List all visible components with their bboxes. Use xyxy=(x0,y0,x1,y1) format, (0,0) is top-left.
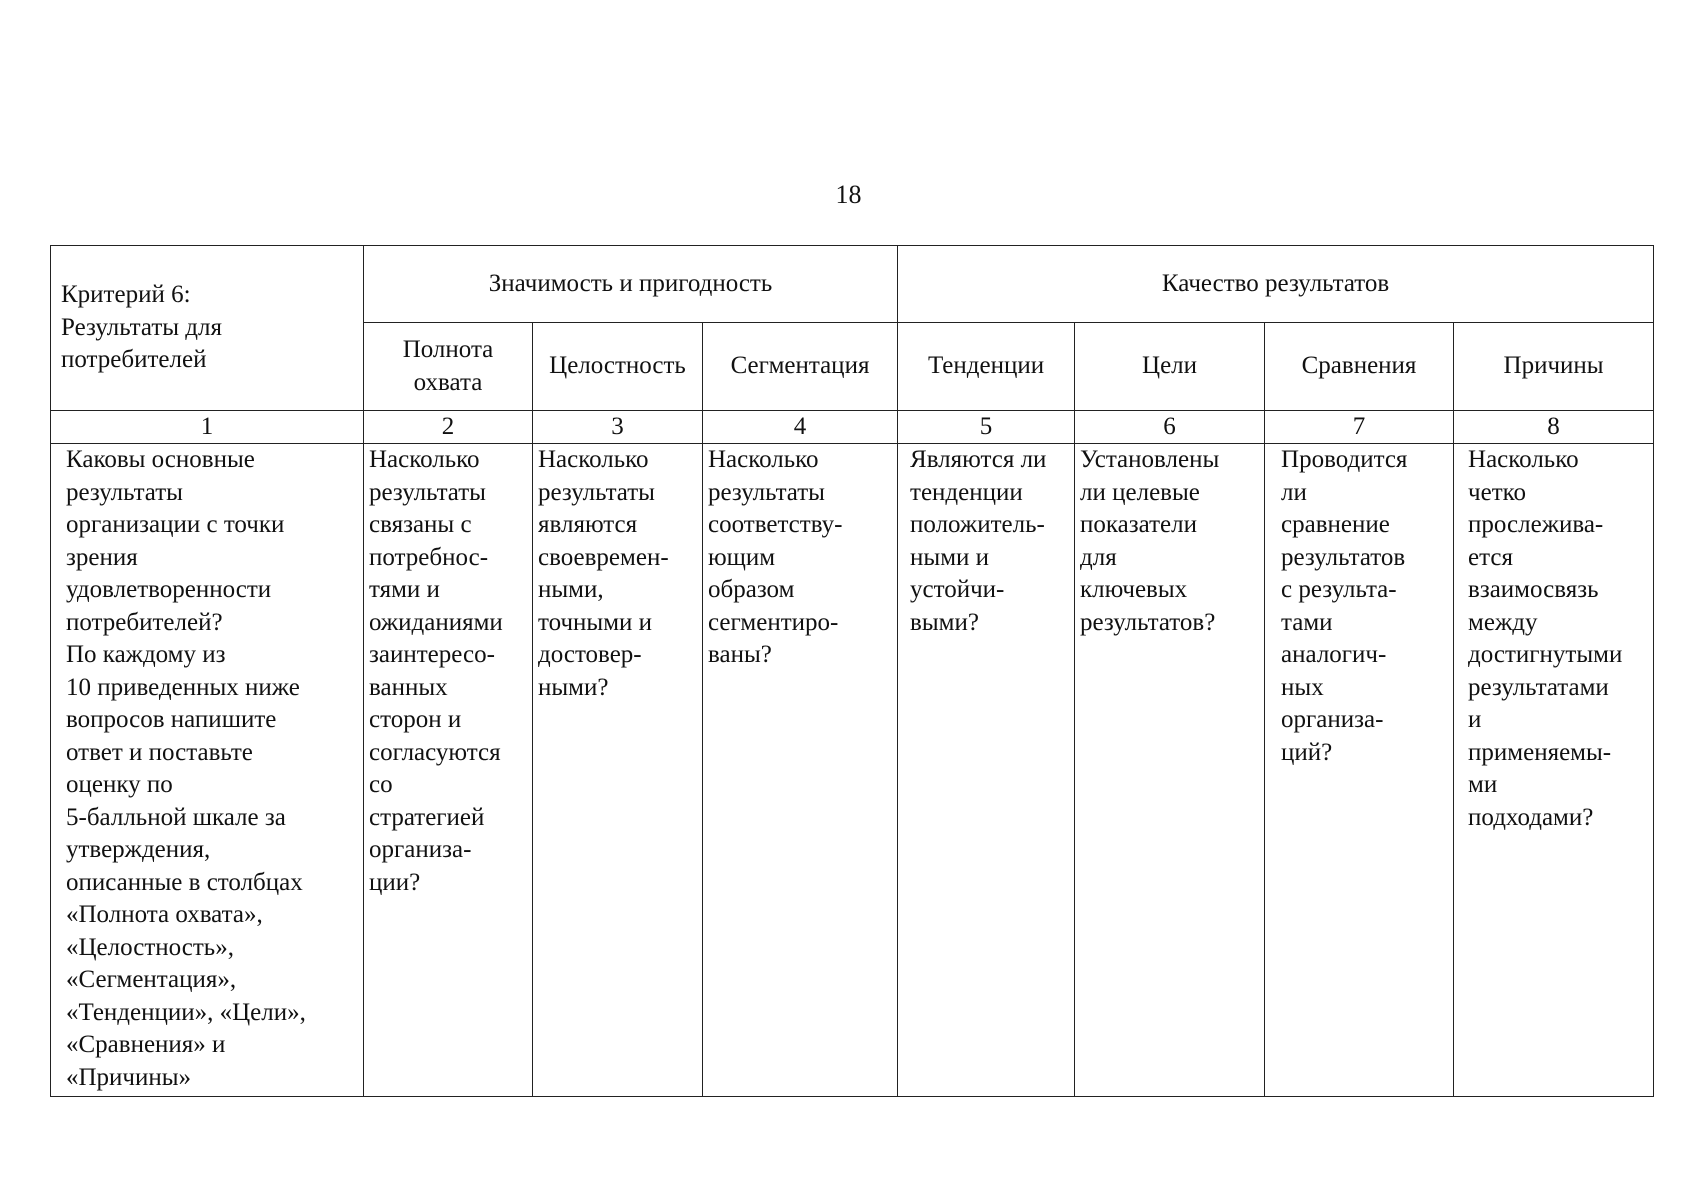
column-header-causes: Причины xyxy=(1454,323,1654,411)
question-cell xyxy=(1454,444,1654,1097)
criterion-table xyxy=(50,245,1654,1097)
comparisons-question-text: Проводится ли сравнение результатов с результа- тами аналогич- ных организа- ций? xyxy=(1281,446,1408,766)
column-number: 2 xyxy=(364,411,533,444)
column-header-coverage: Полнота охвата xyxy=(364,323,533,411)
criterion-title: Критерий 6: Результаты для потребителей xyxy=(61,281,222,374)
targets-question-text: Установлены ли целевые показатели для ключевых результатов? xyxy=(1080,446,1220,636)
integrity-question-text: Насколько результаты являются своевремен- ными, точными и достовер- ными? xyxy=(538,446,669,701)
column-number: 1 xyxy=(51,411,364,444)
column-header-targets: Цели xyxy=(1075,323,1265,411)
column-number: 8 xyxy=(1454,411,1654,444)
column-header-integrity: Целостность xyxy=(533,323,703,411)
trends-question-text: Являются ли тенденции положитель- ными и устойчи- выми? xyxy=(910,446,1047,636)
column-header-comparisons: Сравнения xyxy=(1265,323,1454,411)
question-cell xyxy=(1265,444,1454,1097)
criterion-title-cell xyxy=(51,246,364,411)
segmentation-question-text: Насколько результаты соответству- ющим образом сегментиро- ваны? xyxy=(708,446,843,668)
causes-question-text: Насколько четко прослежива- ется взаимосвязь между достигнутыми результатами и применяемы- ми подходами? xyxy=(1468,446,1623,831)
column-number: 3 xyxy=(533,411,703,444)
question-cell xyxy=(1075,444,1265,1097)
question-cell xyxy=(898,444,1075,1097)
column-number: 6 xyxy=(1075,411,1265,444)
coverage-question-text: Насколько результаты связаны с потребнос- тями и ожиданиями заинтересо- ванных сторон и согласуются со стратегией организа- ции? xyxy=(369,446,503,896)
column-number: 7 xyxy=(1265,411,1454,444)
question-cell xyxy=(364,444,533,1097)
group-header-relevance: Значимость и пригодность xyxy=(364,246,898,323)
question-cell xyxy=(703,444,898,1097)
question-cell xyxy=(51,444,364,1097)
page-number: 18 xyxy=(835,180,862,209)
main-question-text: Каковы основные результаты организации с точки зрения удовлетворенности потребителей? По каждому из 10 приведенных ниже вопросов напишите ответ и поставьте оценку по 5-балльной шкале за утверждения, описанные в столбцах «Полнота охвата», «Целостность», «Сегментация», «Тенденции», «Цели», «Сравнения» и «Причины» xyxy=(66,446,306,1091)
group-header-quality: Качество результатов xyxy=(898,246,1654,323)
column-number: 4 xyxy=(703,411,898,444)
column-header-trends: Тенденции xyxy=(898,323,1075,411)
column-number: 5 xyxy=(898,411,1075,444)
question-row xyxy=(51,444,1654,1097)
question-cell xyxy=(533,444,703,1097)
column-header-segmentation: Сегментация xyxy=(703,323,898,411)
column-number-row xyxy=(51,411,1654,444)
